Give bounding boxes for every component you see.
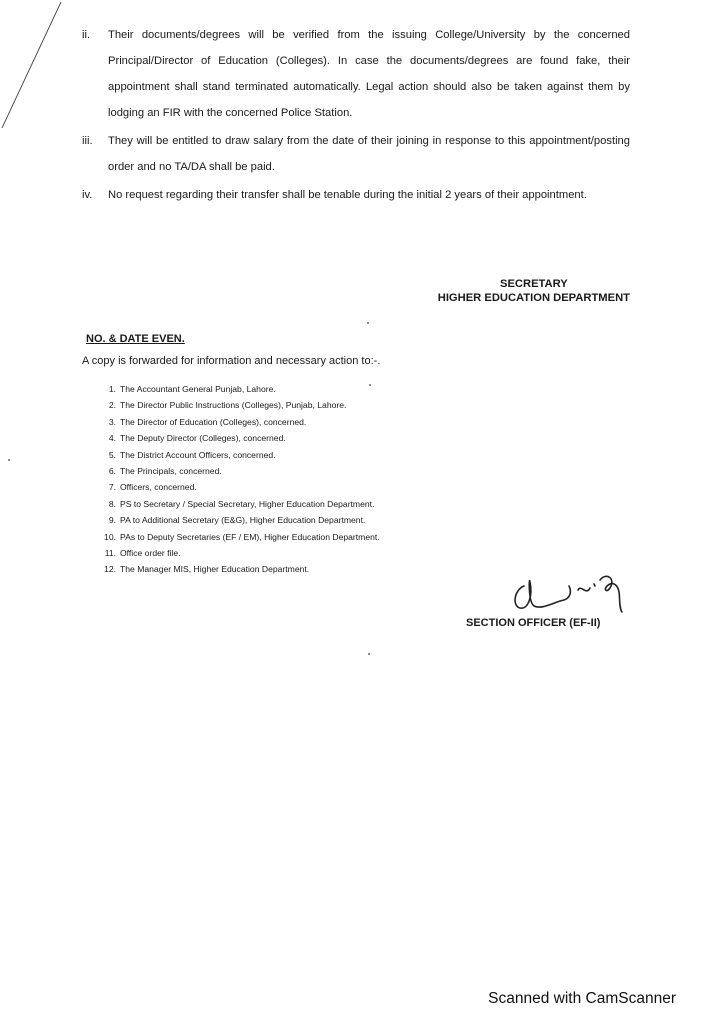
condition-numeral: iv. (82, 189, 93, 201)
list-item (96, 479, 380, 495)
list-item (96, 545, 380, 561)
list-item-text: Officers, concerned. (120, 482, 197, 493)
list-item-text: The District Account Officers, concerned. (120, 449, 276, 460)
reference-heading: NO. & DATE EVEN. (86, 333, 185, 345)
condition-item (82, 128, 630, 180)
list-item-text: The Principals, concerned. (120, 466, 222, 477)
list-item (96, 463, 380, 479)
list-item (96, 447, 380, 463)
secretary-signature-block (438, 277, 630, 305)
handwritten-signature (506, 564, 636, 624)
list-item (96, 397, 380, 413)
list-item (96, 381, 380, 397)
condition-numeral: iii. (82, 135, 93, 147)
condition-text: Their documents/degrees will be verified from the issuing College/University by the concerned Principal/Director of Education (Colleges). In case the documents/degrees are found fake, their appointment shall stand terminated automatically. Legal action should also be taken against them by lodging an FIR with the concerned Police Station. (108, 29, 630, 119)
list-item-text: PS to Secretary / Special Secretary, Higher Education Department. (120, 498, 375, 509)
conditions-list (82, 22, 630, 208)
list-item-text: The Director of Education (Colleges), concerned. (120, 416, 307, 427)
secretary-department: HIGHER EDUCATION DEPARTMENT (437, 292, 630, 304)
scan-speck (367, 322, 369, 324)
copy-to-list (96, 381, 380, 578)
list-item-text: PA to Additional Secretary (E&G), Higher Education Department. (120, 515, 366, 526)
list-item-number: 9. (108, 515, 116, 526)
forward-text: A copy is forwarded for information and necessary action to:-. (82, 355, 381, 367)
list-item (96, 512, 380, 528)
scan-speck (8, 459, 10, 461)
list-item-number: 6. (108, 466, 116, 477)
list-item-number: 7. (108, 482, 116, 493)
list-item-number: 3. (108, 416, 116, 427)
list-item-text: PAs to Deputy Secretaries (EF / EM), Higher Education Department. (120, 531, 380, 542)
list-item-text: The Deputy Director (Colleges), concerned. (120, 433, 286, 444)
list-item-text: Office order file. (120, 548, 181, 559)
list-item (96, 496, 380, 512)
list-item-number: 12. (104, 564, 116, 575)
condition-numeral: ii. (82, 29, 91, 41)
list-item (96, 529, 380, 545)
list-item (96, 561, 380, 577)
condition-text: No request regarding their transfer shall be tenable during the initial 2 years of their appointment. (108, 189, 587, 201)
list-item-number: 1. (108, 384, 116, 394)
list-item-number: 10. (104, 531, 116, 542)
list-item-number: 2. (108, 400, 116, 411)
list-item-text: The Director Public Instructions (Colleges), Punjab, Lahore. (120, 400, 347, 411)
list-item-number: 11. (104, 548, 116, 559)
scan-speck (369, 384, 371, 386)
scanner-watermark: Scanned with CamScanner (488, 990, 676, 1007)
list-item-text: The Manager MIS, Higher Education Department. (120, 564, 310, 575)
scan-speck (368, 653, 370, 655)
margin-pen-stroke (0, 0, 70, 140)
list-item-number: 4. (108, 433, 116, 444)
list-item-text: The Accountant General Punjab, Lahore. (120, 384, 276, 394)
secretary-title: SECRETARY (499, 278, 568, 290)
section-officer-title: SECTION OFFICER (EF-II) (466, 617, 601, 629)
list-item (96, 414, 380, 430)
list-item (96, 430, 380, 446)
list-item-number: 5. (108, 449, 116, 460)
condition-text: They will be entitled to draw salary from the date of their joining in response to this appointment/posting order and no TA/DA shall be paid. (108, 135, 630, 173)
list-item-number: 8. (108, 498, 116, 509)
condition-item (82, 22, 630, 126)
condition-item (82, 182, 630, 208)
